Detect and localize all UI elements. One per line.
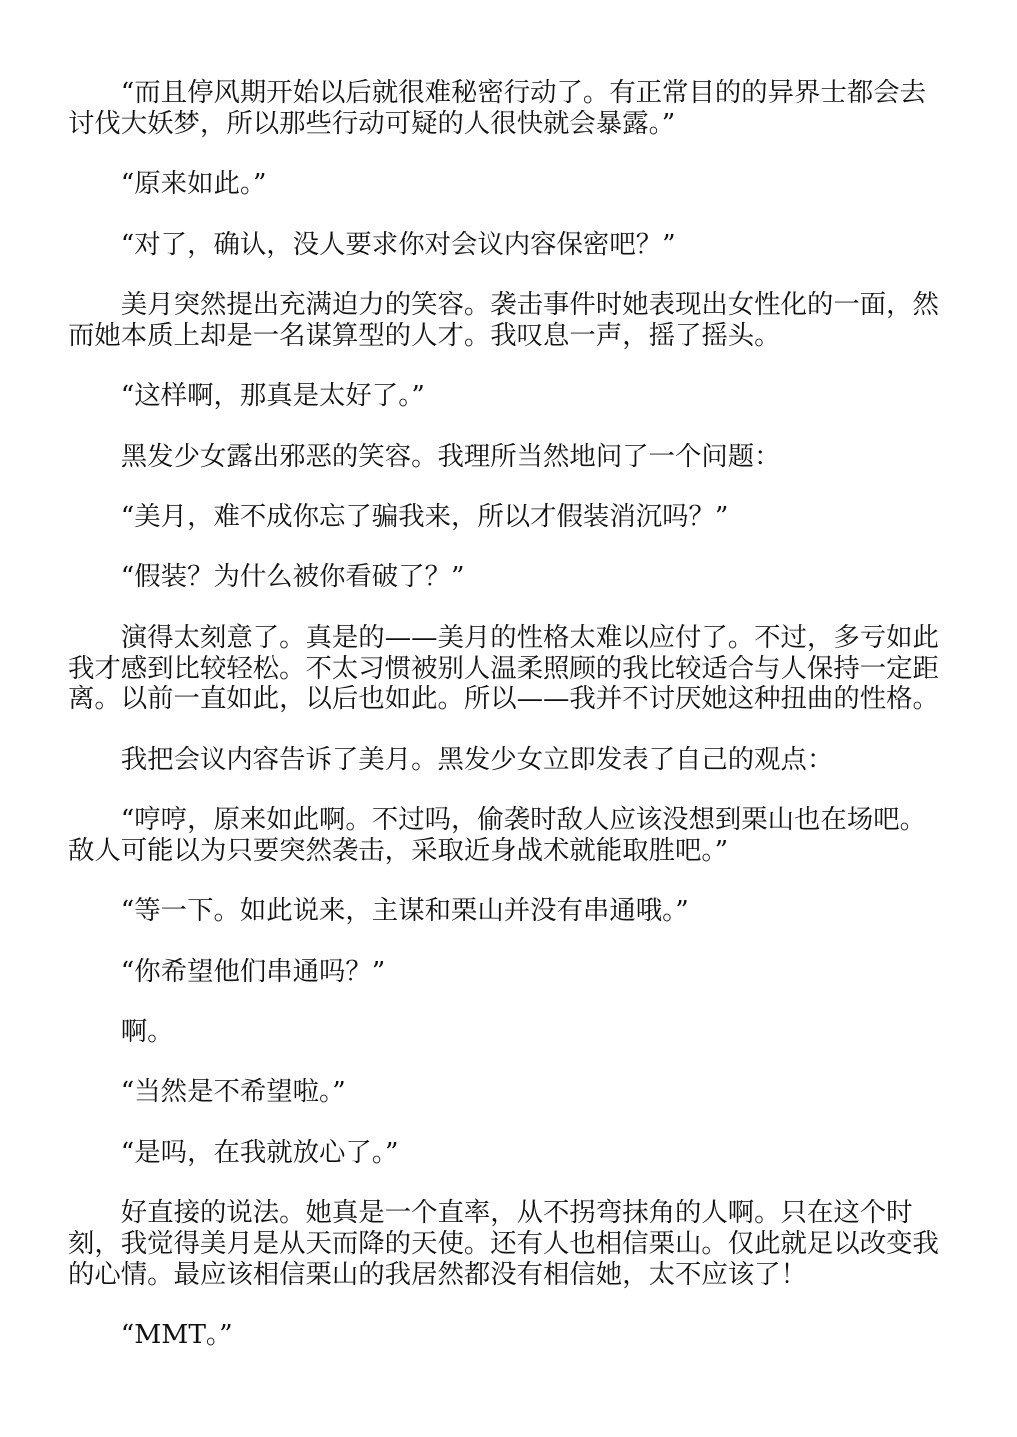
paragraph: “当然是不希望啦。” — [120, 1076, 346, 1108]
document-page — [68, 78, 948, 1381]
paragraph: “原来如此。” — [120, 168, 267, 200]
paragraph: 黑发少女露出邪恶的笑容。我理所当然地问了一个问题： — [120, 440, 781, 472]
paragraph: “假装？为什么被你看破了？” — [120, 561, 465, 593]
paragraph: “美月，难不成你忘了骗我来，所以才假装消沉吗？” — [120, 500, 729, 532]
paragraph: “是吗，在我就放心了。” — [120, 1136, 399, 1168]
paragraph: 美月突然提出充满迫力的笑容。袭击事件时她表现出女性化的一面，然而她本质上却是一名谋算型的人才。我叹息一声，摇了摇头。 — [68, 288, 939, 351]
paragraph: “MMT。” — [120, 1319, 233, 1351]
paragraph: “哼哼，原来如此啊。不过吗，偷袭时敌人应该没想到栗山也在场吧。敌人可能以为只要突然袭击，采取近身战术就能取胜吧。” — [68, 804, 927, 866]
paragraph: 演得太刻意了。真是的——美月的性格太难以应付了。不过，多亏如此我才感到比较轻松。不太习惯被别人温柔照顾的我比较适合与人保持一定距离。以前一直如此，以后也如此。所以——我并不讨厌她这种扭曲的性格。 — [68, 621, 939, 715]
paragraph: 我把会议内容告诉了美月。黑发少女立即发表了自己的观点： — [120, 743, 834, 775]
paragraph: “这样啊，那真是太好了。” — [120, 380, 425, 412]
paragraph: “等一下。如此说来，主谋和栗山并没有串通哦。” — [120, 895, 689, 927]
paragraph: “你希望他们串通吗？” — [120, 955, 386, 987]
paragraph: 啊。 — [120, 1016, 174, 1048]
paragraph: “对了，确认，没人要求你对会议内容保密吧？” — [120, 228, 676, 260]
paragraph: 好直接的说法。她真是一个直率，从不拐弯抹角的人啊。只在这个时刻，我觉得美月是从天而降的天使。还有人也相信栗山。仅此就足以改变我的心情。最应该相信栗山的我居然都没有相信她，太不应该了！ — [68, 1197, 939, 1290]
paragraph: “而且停风期开始以后就很难秘密行动了。有正常目的的异界士都会去讨伐大妖梦，所以那些行动可疑的人很快就会暴露。” — [68, 77, 927, 139]
